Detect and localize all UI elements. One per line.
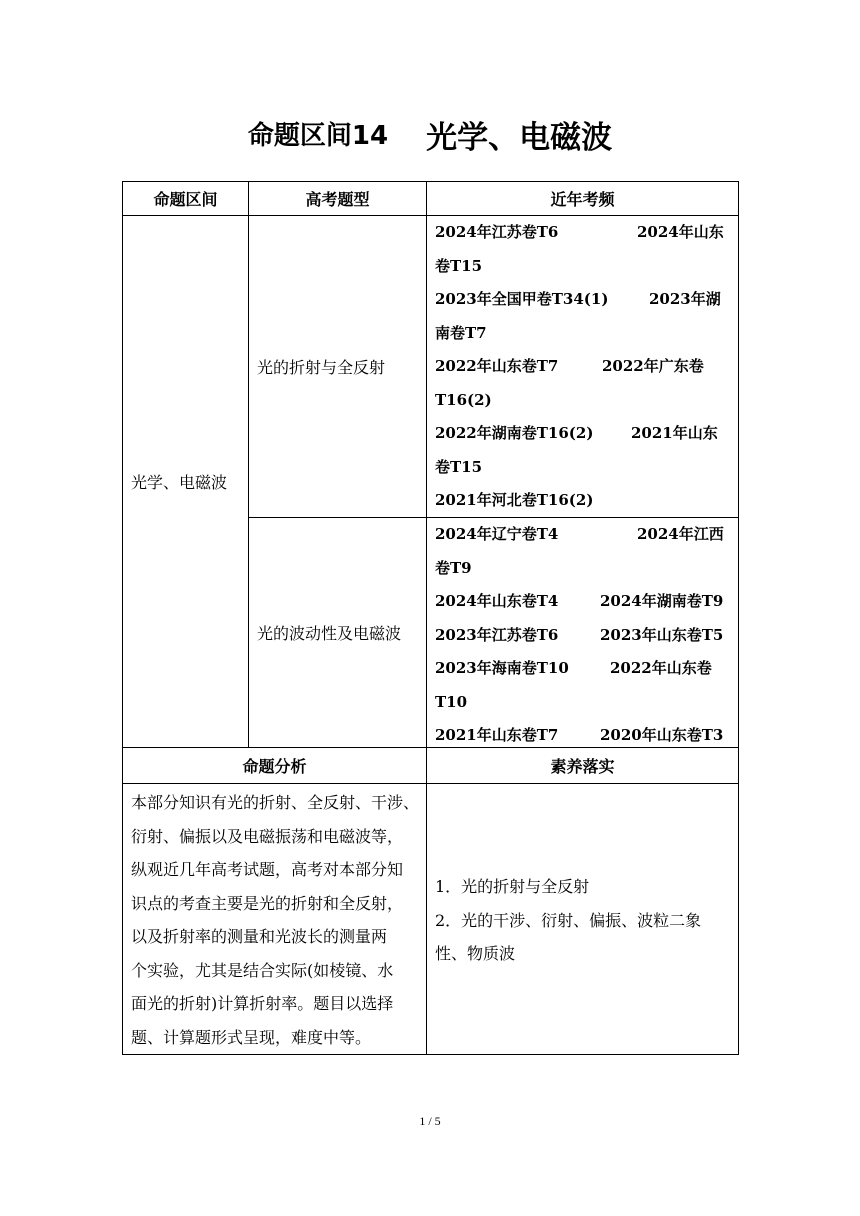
freq-item: 2021年山东	[631, 424, 718, 442]
literacy-header: 素养落实	[426, 747, 739, 784]
analysis-line: 以及折射率的测量和光波长的测量两	[131, 927, 388, 946]
freq-item: 卷T9	[435, 558, 472, 577]
freq-item: 2024年山东	[637, 223, 724, 241]
freq-item: 2023年江苏卷T6	[435, 625, 559, 644]
freq-item: 2024年江西	[637, 525, 724, 543]
freq-item: 2022年山东卷T7	[435, 357, 559, 375]
analysis-line: 纵观近几年高考试题，高考对本部分知	[131, 860, 404, 879]
header-cell-frequency: 近年考频	[426, 181, 739, 216]
page-title	[0, 112, 860, 157]
freq-item: 2023年全国甲卷T34(1)	[435, 290, 609, 308]
literacy-list	[426, 783, 739, 1055]
analysis-header: 命题分析	[122, 747, 427, 784]
frequency-cell-wave	[426, 517, 739, 748]
freq-item: 卷T15	[435, 256, 483, 275]
freq-item: 2023年湖	[649, 290, 721, 308]
type-cell-wave: 光的波动性及电磁波	[248, 517, 427, 748]
freq-item: T10	[435, 692, 468, 711]
freq-item: 2024年辽宁卷T4	[435, 525, 559, 543]
freq-item: 2024年江苏卷T6	[435, 223, 559, 241]
freq-item: 2022年湖南卷T16(2)	[435, 424, 594, 442]
freq-item: 2021年山东卷T7	[435, 726, 559, 744]
freq-item: 2020年山东卷T3	[600, 726, 724, 744]
freq-item: 卷T15	[435, 457, 483, 476]
freq-item: 2023年山东卷T5	[600, 625, 724, 644]
freq-item: 2024年山东卷T4	[435, 592, 559, 610]
analysis-line: 衍射、偏振以及电磁振荡和电磁波等，	[131, 826, 404, 846]
literacy-item: 2．光的干涉、衍射、偏振、波粒二象	[435, 910, 702, 930]
analysis-line: 题、计算题形式呈现，难度中等。	[131, 1027, 372, 1047]
analysis-line: 面光的折射)计算折射率。题目以选择	[131, 994, 394, 1013]
topic-cell: 光学、电磁波	[122, 215, 249, 748]
freq-item: 2021年河北卷T16(2)	[435, 491, 594, 509]
analysis-text	[122, 783, 427, 1055]
analysis-line: 识点的考查主要是光的折射和全反射，	[131, 893, 404, 913]
freq-item: 2024年湖南卷T9	[600, 592, 724, 610]
title-part1: 命题区间14	[247, 121, 389, 151]
freq-item: 南卷T7	[435, 323, 487, 342]
freq-item: 2022年山东卷	[610, 659, 712, 677]
type-cell-refraction: 光的折射与全反射	[248, 215, 427, 518]
header-cell-type: 高考题型	[248, 181, 427, 216]
analysis-line: 个实验，尤其是结合实际(如棱镜、水	[131, 960, 394, 980]
frequency-cell-refraction	[426, 215, 739, 518]
literacy-item: 性、物质波	[435, 944, 516, 963]
title-part2: 光学、电磁波	[426, 120, 613, 156]
header-cell-interval: 命题区间	[122, 181, 249, 216]
literacy-item: 1．光的折射与全反射	[435, 877, 590, 896]
analysis-line: 本部分知识有光的折射、全反射、干涉、	[131, 793, 420, 812]
freq-item: T16(2)	[435, 390, 492, 409]
freq-item: 2022年广东卷	[602, 357, 704, 375]
page-number: 1 / 5	[419, 1114, 441, 1128]
freq-item: 2023年海南卷T10	[435, 659, 569, 677]
